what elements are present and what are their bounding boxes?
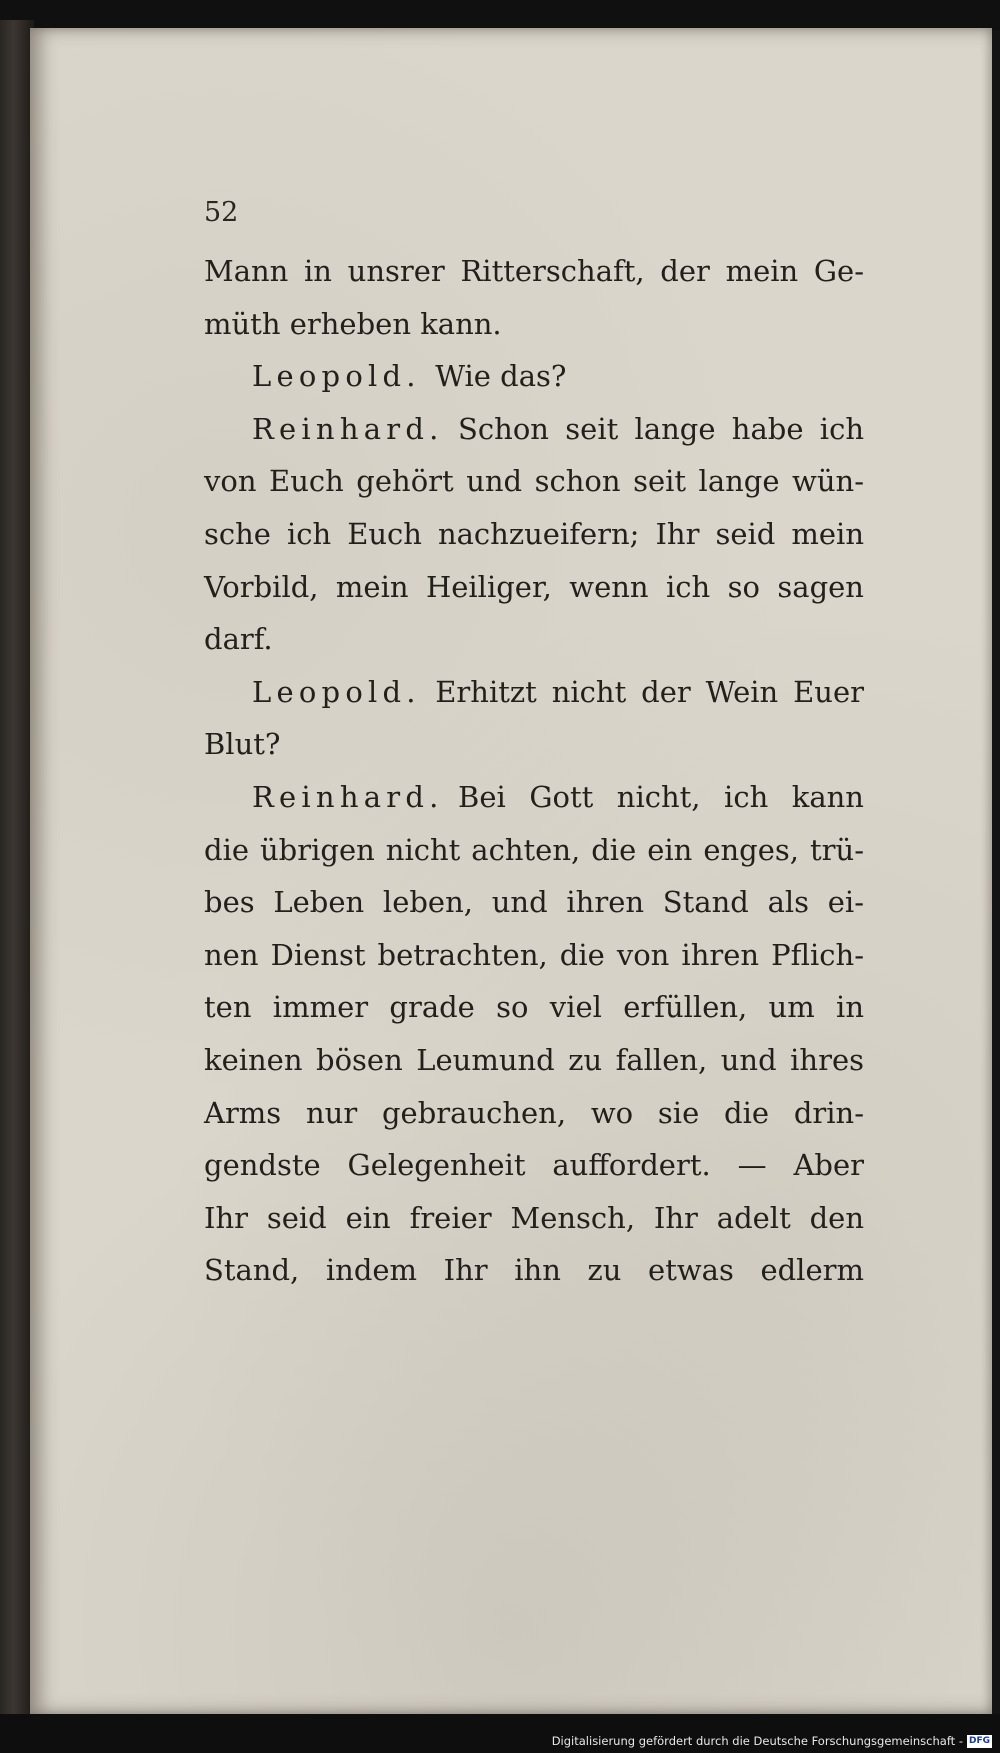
text-line: [204, 1139, 864, 1192]
page-number: 52: [204, 197, 239, 228]
text-line: [204, 1244, 864, 1297]
text-line: [204, 1192, 864, 1245]
speaker-name: Reinhard.: [252, 411, 444, 446]
line-text: Ihr seid ein freier Mensch, Ihr adelt den: [204, 1200, 864, 1235]
line-text: Schon seit lange habe ich: [458, 411, 864, 446]
line-text: nen Dienst betrachten, die von ihren Pflich-: [204, 937, 864, 972]
line-text: von Euch gehört und schon seit lange wün-: [204, 464, 864, 499]
top-edge-shadow: [0, 0, 1000, 30]
text-line: [204, 613, 864, 666]
text-line: [204, 666, 864, 719]
text-line: [204, 350, 864, 403]
body-text: [204, 245, 864, 1297]
text-line: [204, 298, 864, 351]
text-line: [204, 1034, 864, 1087]
book-spine-edge: [0, 20, 34, 1720]
text-line: [204, 245, 864, 298]
line-text: keinen bösen Leumund zu fallen, und ihres: [204, 1042, 864, 1077]
line-text: Wie das?: [435, 359, 567, 394]
text-line: [204, 455, 864, 508]
text-line: [204, 876, 864, 929]
line-text: gendste Gelegenheit auffordert. — Aber: [204, 1148, 864, 1183]
line-text: Blut?: [204, 727, 281, 762]
text-line: [204, 824, 864, 877]
line-text: Arms nur gebrauchen, wo sie die drin-: [204, 1095, 864, 1130]
dfg-logo-icon: DFG: [968, 1735, 990, 1746]
line-text: darf.: [204, 622, 273, 657]
line-text: Mann in unsrer Ritterschaft, der mein Ge-: [204, 254, 864, 288]
text-line: [204, 403, 864, 456]
text-line: [204, 561, 864, 614]
line-text: müth erheben kann.: [204, 306, 502, 341]
text-line: [204, 981, 864, 1034]
line-text: ten immer grade so viel erfüllen, um in: [204, 990, 864, 1025]
digitization-credit: [552, 1734, 992, 1748]
footer-strip: [0, 1714, 1000, 1753]
speaker-name: Leopold.: [252, 674, 421, 709]
line-text: Stand, indem Ihr ihn zu etwas edlerm: [204, 1253, 864, 1288]
text-line: [204, 508, 864, 561]
text-line: [204, 718, 864, 771]
line-text: Vorbild, mein Heiliger, wenn ich so sagen: [204, 569, 864, 604]
line-text: Erhitzt nicht der Wein Euer: [435, 674, 864, 709]
line-text: bes Leben leben, und ihren Stand als ei-: [204, 885, 864, 920]
line-text: Bei Gott nicht, ich kann: [458, 779, 864, 814]
line-text: sche ich Euch nachzueifern; Ihr seid mein: [204, 516, 864, 551]
credit-text: Digitalisierung gefördert durch die Deutsche Forschungsgemeinschaft -: [551, 1734, 963, 1748]
text-line: [204, 1087, 864, 1140]
line-text: die übrigen nicht achten, die ein enges, trü-: [204, 832, 864, 867]
text-line: [204, 929, 864, 982]
text-line: [204, 771, 864, 824]
speaker-name: Leopold.: [252, 359, 421, 394]
speaker-name: Reinhard.: [252, 779, 444, 814]
